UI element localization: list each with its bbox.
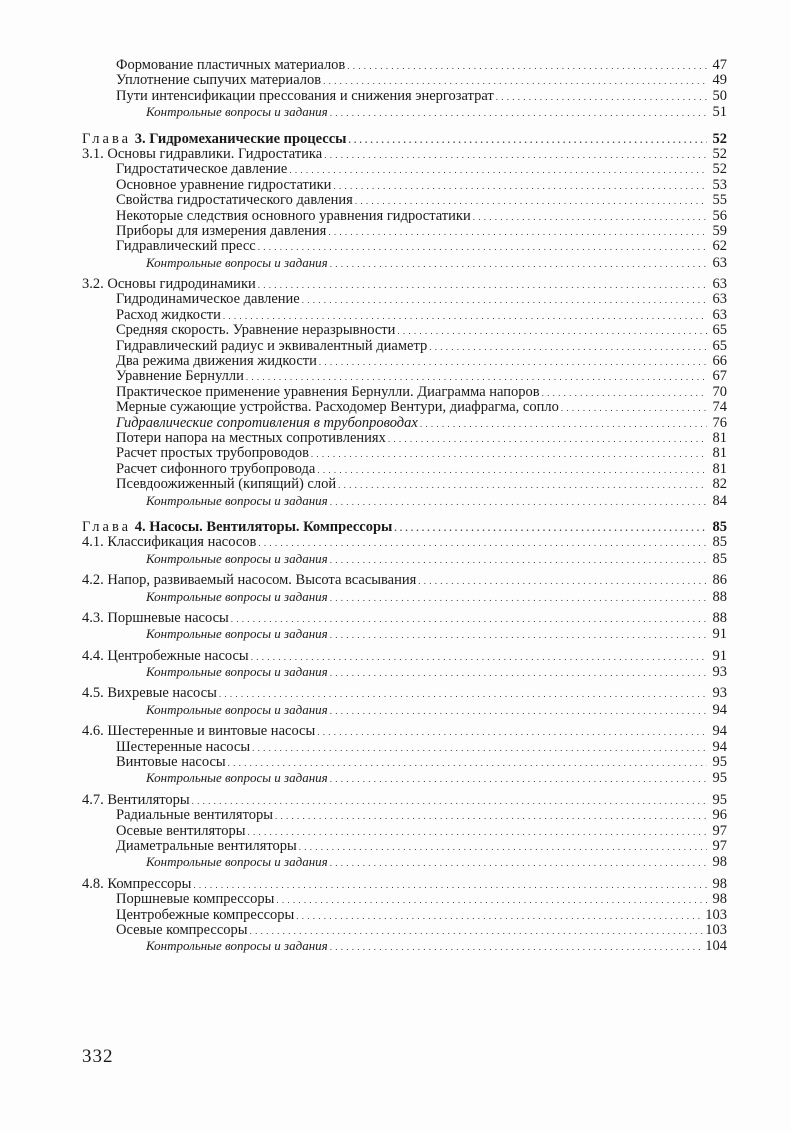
toc-entry [82,193,727,208]
toc-page-number: 63 [712,276,727,293]
toc-entry-text: 4.3. Поршневые насосы [82,609,229,626]
dot-leader [328,225,707,240]
toc-entry-text: Гидравлический радиус и эквивалентный диаметр [116,337,428,354]
toc-entry-text: Уравнение Бернулли [116,368,244,385]
dot-leader [330,495,707,510]
toc-entry [82,308,727,323]
toc-entry [82,839,727,854]
dot-leader [251,650,707,665]
toc-entry-text: Некоторые следствия основного уравнения гидростатики [116,207,471,224]
toc-page-number: 95 [712,754,727,771]
toc-entry-text: 4.8. Компрессоры [82,875,192,892]
dot-leader [330,772,707,787]
toc-entry-text: Контрольные вопросы и задания [146,550,328,566]
toc-entry-text: Расход жидкости [116,306,221,323]
dot-leader [324,148,707,163]
dot-leader [333,179,707,194]
dot-leader [276,893,707,908]
toc-entry-title [82,877,191,892]
toc-entry [82,686,727,701]
toc-page-number: 51 [712,104,727,121]
toc-entry [82,740,727,755]
toc-entry [82,178,727,193]
toc-entry-title [116,58,345,73]
toc-chapter-heading [82,132,727,147]
toc-entry [82,793,727,808]
dot-leader [561,401,707,416]
toc-entry-title [146,938,328,953]
toc-page-number: 82 [712,476,727,493]
toc-entry [82,385,727,400]
toc-page-number: 47 [712,57,727,73]
dot-leader [330,666,707,681]
toc-page-number: 93 [712,685,727,702]
dot-leader [330,591,707,606]
dot-leader [275,809,707,824]
dot-leader [258,278,707,293]
toc-entry-text: Контрольные вопросы и задания [146,588,328,604]
toc-entry [82,611,727,626]
dot-leader [252,741,707,756]
dot-leader [228,756,707,771]
toc-entry-text: 3.2. Основы гидродинамики [82,276,256,293]
toc-entry-title [116,369,244,384]
toc-page-number: 97 [712,837,727,854]
dot-leader [258,536,707,551]
toc-entry-title [82,277,256,292]
toc-page-number: 97 [712,822,727,839]
toc-entry [82,339,727,354]
toc-questions-entry [82,255,727,270]
toc-page-number: 66 [712,353,727,370]
toc-page-number: 67 [712,368,727,385]
dot-leader [330,628,707,643]
toc-entry [82,908,727,923]
dot-leader [317,725,707,740]
toc-entry [82,209,727,224]
toc-page-number: 65 [712,337,727,354]
toc-entry-title [146,589,328,604]
toc-entry-text: Контрольные вопросы и задания [146,854,328,870]
toc-entry-text: Формование пластичных материалов [116,57,346,73]
toc-entry-title [82,649,249,664]
toc-entry-title [116,308,221,323]
dot-leader [394,521,707,536]
toc-entry-title [146,702,328,717]
toc-entry-title [82,132,346,147]
dot-leader [330,940,704,955]
toc-page-number: 81 [712,460,727,477]
toc-page-number: 63 [712,306,727,323]
toc-page-number: 85 [712,518,727,535]
toc-page-number: 85 [712,534,727,551]
toc-page-number: 94 [712,723,727,740]
toc-entry-title [116,354,317,369]
toc-entry [82,73,727,88]
toc-entry-title [116,193,353,208]
toc-page-number: 81 [712,429,727,446]
dot-leader [317,463,707,478]
dot-leader [473,210,707,225]
toc-page-number: 84 [712,492,727,509]
dot-leader [248,825,707,840]
dot-leader [250,924,704,939]
toc-entry-text: Псевдоожиженный (кипящий) слой [116,476,337,493]
toc-page-number: 98 [712,875,727,892]
toc-entry [82,923,727,938]
toc-entry-title [82,147,322,162]
toc-entry-text: Контрольные вопросы и задания [146,492,328,508]
toc-entry-title [116,462,315,477]
toc-entry-title [116,224,326,239]
toc-entry-text: Пути интенсификации прессования и снижения энергозатрат [116,87,494,104]
dot-leader [296,909,703,924]
toc-entry [82,573,727,588]
toc-entry-text: Контрольные вопросы и задания [146,104,328,120]
toc-entry-text: Радиальные вентиляторы [116,807,273,824]
dot-leader [338,478,707,493]
toc-entry-title [116,839,297,854]
toc-entry [82,147,727,162]
toc-entry-text: Осевые вентиляторы [116,822,246,839]
toc-entry-text: Осевые компрессоры [116,921,248,938]
toc-page-number: 91 [712,647,727,664]
toc-page-number: 81 [712,445,727,462]
toc-page-number: 50 [712,87,727,104]
toc-entry [82,724,727,739]
toc-entry-title [116,740,250,755]
toc-entry-text: Диаметральные вентиляторы [116,837,297,854]
dot-leader [302,293,707,308]
toc-entry-title [116,477,336,492]
toc-entry [82,431,727,446]
toc-entry-title [116,908,294,923]
toc-entry-text: Потери напора на местных сопротивлениях [116,429,386,446]
toc-entry-text: Расчет сифонного трубопровода [116,460,316,477]
toc-entry-title [116,323,395,338]
toc-entry-title [82,573,416,588]
toc-entry-title [116,162,287,177]
dot-leader [388,432,707,447]
toc-page-number: 65 [712,322,727,339]
toc-entry-title [116,892,274,907]
toc-entry [82,446,727,461]
toc-entry [82,535,727,550]
toc-page-number: 103 [705,906,727,923]
toc-entry-text: Контрольные вопросы и задания [146,664,328,680]
toc-entry-text: Гидродинамическое давление [116,291,300,308]
toc-questions-entry [82,938,727,953]
toc-entry-text: Расчет простых трубопроводов [116,445,309,462]
toc-entry [82,369,727,384]
table-of-contents [82,58,727,954]
toc-entry-text: Основное уравнение гидростатики [116,176,332,193]
dot-leader [330,106,707,121]
toc-questions-entry [82,626,727,641]
toc-entry [82,824,727,839]
toc-entry-title [146,770,328,785]
toc-page-number: 63 [712,254,727,271]
dot-leader [397,324,707,339]
dot-leader [429,340,707,355]
dot-leader [311,447,707,462]
toc-entry-text: 4.1. Классификация насосов [82,534,257,551]
toc-entry-text: Два режима движения жидкости [116,353,317,370]
toc-page-number: 52 [712,161,727,178]
toc-entry-text: Средняя скорость. Уравнение неразрывности [116,322,396,339]
toc-entry [82,416,727,431]
toc-entry-title [116,400,559,415]
toc-page-number: 88 [712,588,727,605]
dot-leader [330,704,707,719]
toc-entry-title [116,73,321,88]
page-number: 332 [82,1046,114,1067]
toc-entry-title [146,551,328,566]
toc-page-number: 85 [712,550,727,567]
toc-questions-entry [82,702,727,717]
toc-entry-title [116,89,494,104]
dot-leader [420,417,707,432]
toc-page-number: 95 [712,770,727,787]
toc-entry-text: Свойства гидростатического давления [116,192,353,209]
dot-leader [496,90,707,105]
toc-entry-title [116,755,226,770]
toc-entry-title [116,446,309,461]
dot-leader [219,687,707,702]
toc-entry-text: Гидравлический пресс [116,238,256,255]
toc-page-number: 55 [712,192,727,209]
dot-leader [330,257,707,272]
dot-leader [330,856,707,871]
toc-entry-title [116,339,427,354]
toc-entry-title [116,923,248,938]
toc-entry-text: Контрольные вопросы и задания [146,938,328,954]
toc-entry-title [116,209,471,224]
toc-entry-text: 4. Насосы. Вентиляторы. Компрессоры [134,518,393,535]
toc-entry-title [146,255,328,270]
toc-page-number: 62 [712,238,727,255]
toc-page-number: 49 [712,72,727,89]
dot-leader [418,574,707,589]
dot-leader [347,59,707,74]
toc-entry-title [116,431,386,446]
toc-entry-title [82,724,315,739]
toc-entry-text: 4.2. Напор, развиваемый насосом. Высота всасывания [82,572,417,589]
toc-questions-entry [82,589,727,604]
toc-entry [82,477,727,492]
toc-entry-title [116,239,256,254]
toc-entry-text: Мерные сужающие устройства. Расходомер Вентури, диафрагма, сопло [116,399,559,416]
toc-page-number: 70 [712,383,727,400]
toc-page-number: 53 [712,176,727,193]
toc-entry-text: 3. Гидромеханические процессы [134,130,347,147]
toc-questions-entry [82,854,727,869]
toc-entry-text: Уплотнение сыпучих материалов [116,72,322,89]
toc-page-number: 86 [712,572,727,589]
toc-entry-title [82,535,256,550]
toc-entry-text: 3.1. Основы гидравлики. Гидростатика [82,145,323,162]
toc-entry-text: Контрольные вопросы и задания [146,770,328,786]
toc-entry-title [82,520,392,535]
toc-page-number: 104 [705,938,727,955]
toc-page-number: 88 [712,609,727,626]
toc-page-number: 74 [712,399,727,416]
toc-page-number: 98 [712,854,727,871]
toc-page-number: 56 [712,207,727,224]
dot-leader [289,163,707,178]
toc-entry-title [116,808,273,823]
toc-entry [82,877,727,892]
toc-page-number: 52 [712,145,727,162]
toc-entry-text: Контрольные вопросы и задания [146,626,328,642]
toc-entry-text: Винтовые насосы [116,754,226,771]
toc-entry-title [116,385,540,400]
toc-questions-entry [82,664,727,679]
toc-entry-text: Шестеренные насосы [116,738,251,755]
toc-entry-text: Поршневые компрессоры [116,891,275,908]
toc-entry-title [116,178,331,193]
toc-entry [82,400,727,415]
toc-entry [82,649,727,664]
dot-leader [258,240,707,255]
toc-entry [82,89,727,104]
toc-entry-text: Контрольные вопросы и задания [146,254,328,270]
toc-questions-entry [82,493,727,508]
toc-entry-text: Гидростатическое давление [116,161,288,178]
dot-leader [299,840,707,855]
toc-entry-title [146,626,328,641]
toc-entry [82,808,727,823]
toc-entry [82,323,727,338]
toc-entry [82,755,727,770]
toc-page-number: 63 [712,291,727,308]
toc-entry-text: Практическое применение уравнения Бернулли. Диаграмма напоров [116,383,540,400]
toc-page-number: 94 [712,738,727,755]
toc-page-number: 96 [712,807,727,824]
toc-questions-entry [82,551,727,566]
toc-page-number: 91 [712,626,727,643]
dot-leader [231,612,707,627]
toc-page-number: 76 [712,414,727,431]
toc-chapter-heading [82,520,727,535]
toc-entry-title [82,611,229,626]
toc-entry-title [116,416,418,431]
toc-entry-text: Центробежные компрессоры [116,906,295,923]
toc-entry-title [146,493,328,508]
toc-questions-entry [82,104,727,119]
toc-entry-text: 4.7. Вентиляторы [82,791,190,808]
toc-page-number: 52 [712,130,727,147]
toc-entry-title [82,686,217,701]
toc-page-number: 103 [705,921,727,938]
toc-entry-text: 4.5. Вихревые насосы [82,685,217,702]
toc-entry [82,354,727,369]
toc-page-number: 93 [712,664,727,681]
toc-entry [82,292,727,307]
chapter-prefix: Глава [82,130,132,147]
toc-page-number: 98 [712,891,727,908]
toc-entry [82,58,727,73]
toc-entry-text: 4.6. Шестеренные и винтовые насосы [82,723,316,740]
toc-entry-title [146,664,328,679]
toc-page-number: 59 [712,222,727,239]
toc-questions-entry [82,770,727,785]
toc-entry-title [116,292,300,307]
toc-page-number: 94 [712,701,727,718]
toc-entry [82,277,727,292]
toc-entry-text: 4.4. Центробежные насосы [82,647,249,664]
toc-entry-title [146,854,328,869]
dot-leader [330,553,707,568]
dot-leader [348,133,707,148]
toc-entry [82,892,727,907]
toc-entry-title [146,104,328,119]
toc-entry-title [116,824,246,839]
toc-entry [82,162,727,177]
toc-entry-text: Контрольные вопросы и задания [146,701,328,717]
toc-entry-title [82,793,190,808]
toc-entry [82,239,727,254]
toc-entry-text: Гидравлические сопротивления в трубопроводах [116,414,418,431]
toc-entry [82,224,727,239]
toc-entry-text: Приборы для измерения давления [116,222,327,239]
chapter-prefix: Глава [82,518,132,535]
dot-leader [542,386,707,401]
toc-entry [82,462,727,477]
toc-page-number: 95 [712,791,727,808]
dot-leader [319,355,707,370]
